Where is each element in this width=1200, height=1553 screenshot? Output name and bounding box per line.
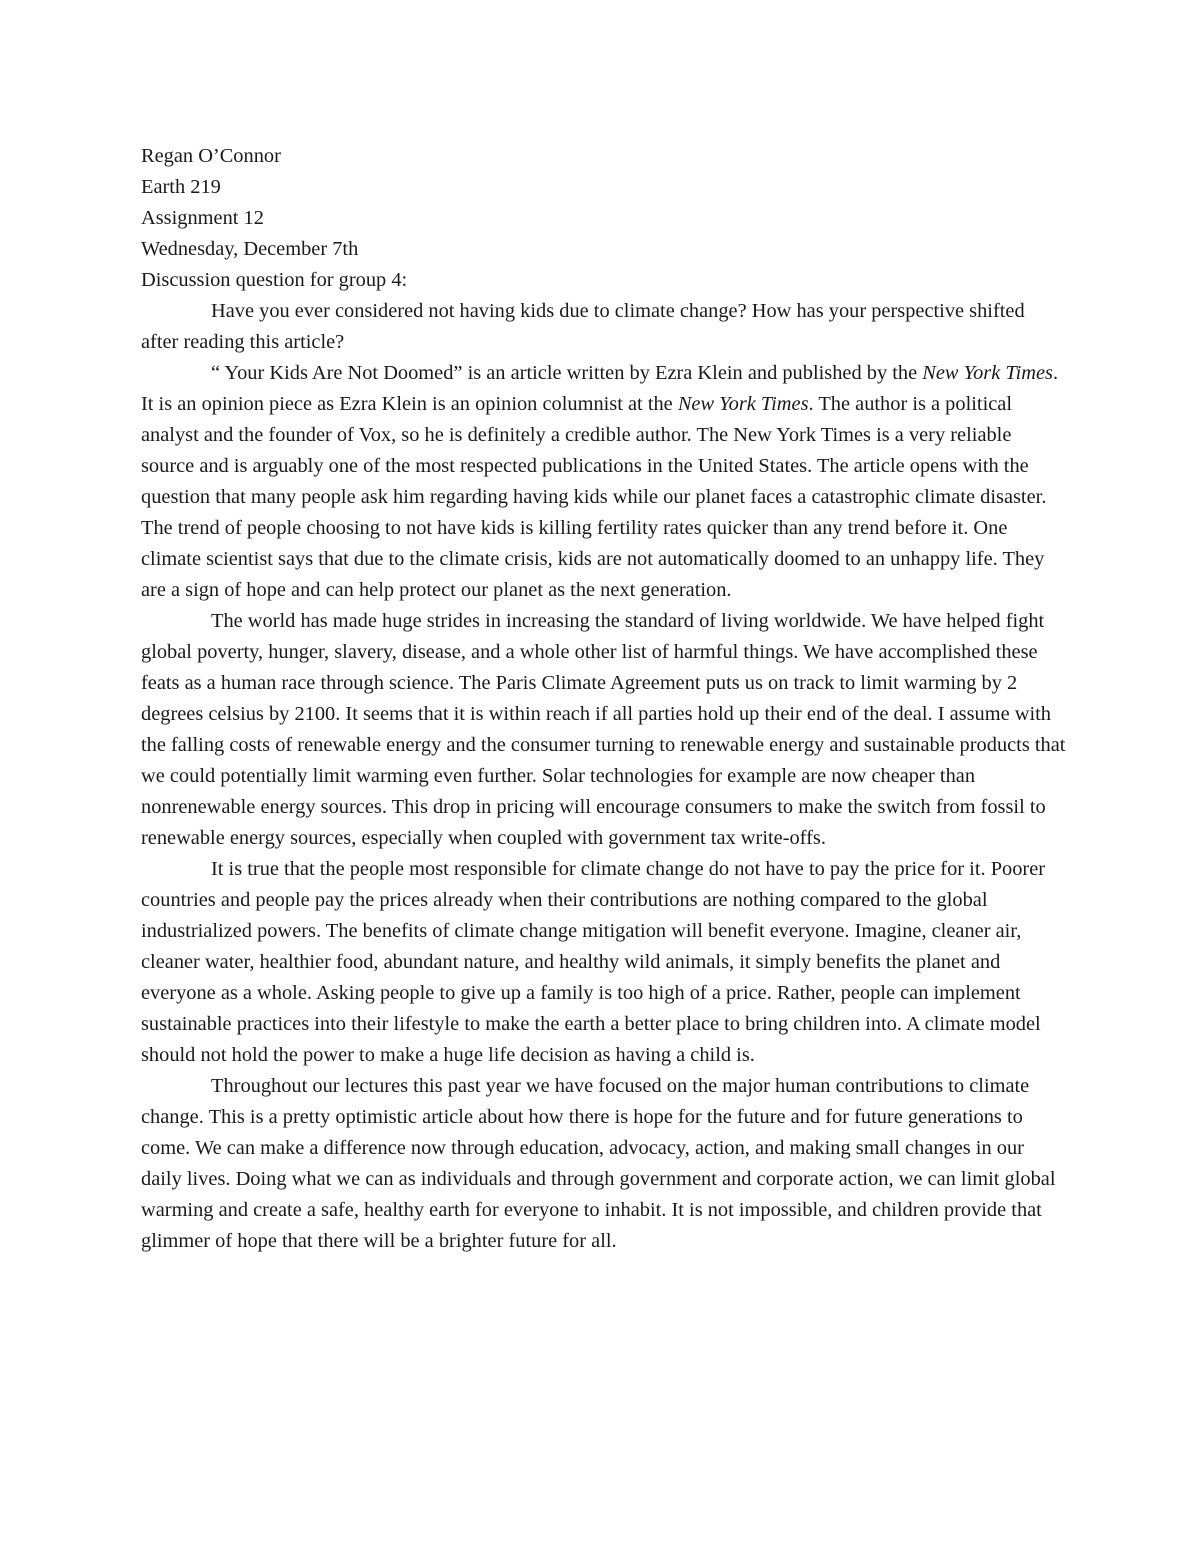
- discussion-question: Have you ever considered not having kids due to climate change? How has your perspective shifted after reading this article?: [141, 300, 1025, 353]
- author-name: Regan O’Connor: [141, 145, 281, 167]
- publication-title-2: New York Times: [677, 393, 809, 415]
- paragraph-1-part-2: . It is an opinion piece as Ezra Klein is an opinion columnist at the: [141, 362, 1059, 415]
- discussion-label: Discussion question for group 4:: [141, 269, 408, 291]
- document-body: [141, 141, 1066, 1257]
- paragraph-1-part-3: . The author is a political analyst and the founder of Vox, so he is definitely a credible author. The New York Times is a very reliable source and is arguably one of the most respected publications in the United States. The article opens with the question that many people ask him regarding having kids while our planet faces a catastrophic climate disaster. The trend of people choosing to not have kids is killing fertility rates quicker than any trend before it. One climate scientist says that due to the climate crisis, kids are not automatically doomed to an unhappy life. They are a sign of hope and can help protect our planet as the next generation.: [141, 393, 1047, 601]
- date-line: Wednesday, December 7th: [141, 238, 359, 260]
- paragraph-2: The world has made huge strides in increasing the standard of living worldwide. We have helped fight global poverty, hunger, slavery, disease, and a whole other list of harmful things. We have accomplished these feats as a human race through science. The Paris Climate Agreement puts us on track to limit warming by 2 degrees celsius by 2100. It seems that it is within reach if all parties hold up their end of the deal. I assume with the falling costs of renewable energy and the consumer turning to renewable energy and sustainable products that we could potentially limit warming even further. Solar technologies for example are now cheaper than nonrenewable energy sources. This drop in pricing will encourage consumers to make the switch from fossil to renewable energy sources, especially when coupled with government tax write-offs.: [141, 610, 1066, 849]
- paragraph-1-part-1: “ Your Kids Are Not Doomed” is an article written by Ezra Klein and published by the: [211, 362, 923, 384]
- publication-title-1: New York Times: [922, 362, 1053, 384]
- paragraph-1: [141, 358, 1066, 606]
- paragraph-3: It is true that the people most responsible for climate change do not have to pay the price for it. Poorer countries and people pay the prices already when their contributions are nothing compared to the global industrialized powers. The benefits of climate change mitigation will benefit everyone. Imagine, cleaner air, cleaner water, healthier food, abundant nature, and healthy wild animals, it simply benefits the planet and everyone as a whole. Asking people to give up a family is too high of a price. Rather, people can implement sustainable practices into their lifestyle to make the earth a better place to bring children into. A climate model should not hold the power to make a huge life decision as having a child is.: [141, 858, 1046, 1066]
- assignment-title: Assignment 12: [141, 207, 264, 229]
- course-name: Earth 219: [141, 176, 221, 198]
- paragraph-4: Throughout our lectures this past year we have focused on the major human contributions to climate change. This is a pretty optimistic article about how there is hope for the future and for future generations to come. We can make a difference now through education, advocacy, action, and making small changes in our daily lives. Doing what we can as individuals and through government and corporate action, we can limit global warming and create a safe, healthy earth for everyone to inhabit. It is not impossible, and children provide that glimmer of hope that there will be a brighter future for all.: [141, 1075, 1056, 1252]
